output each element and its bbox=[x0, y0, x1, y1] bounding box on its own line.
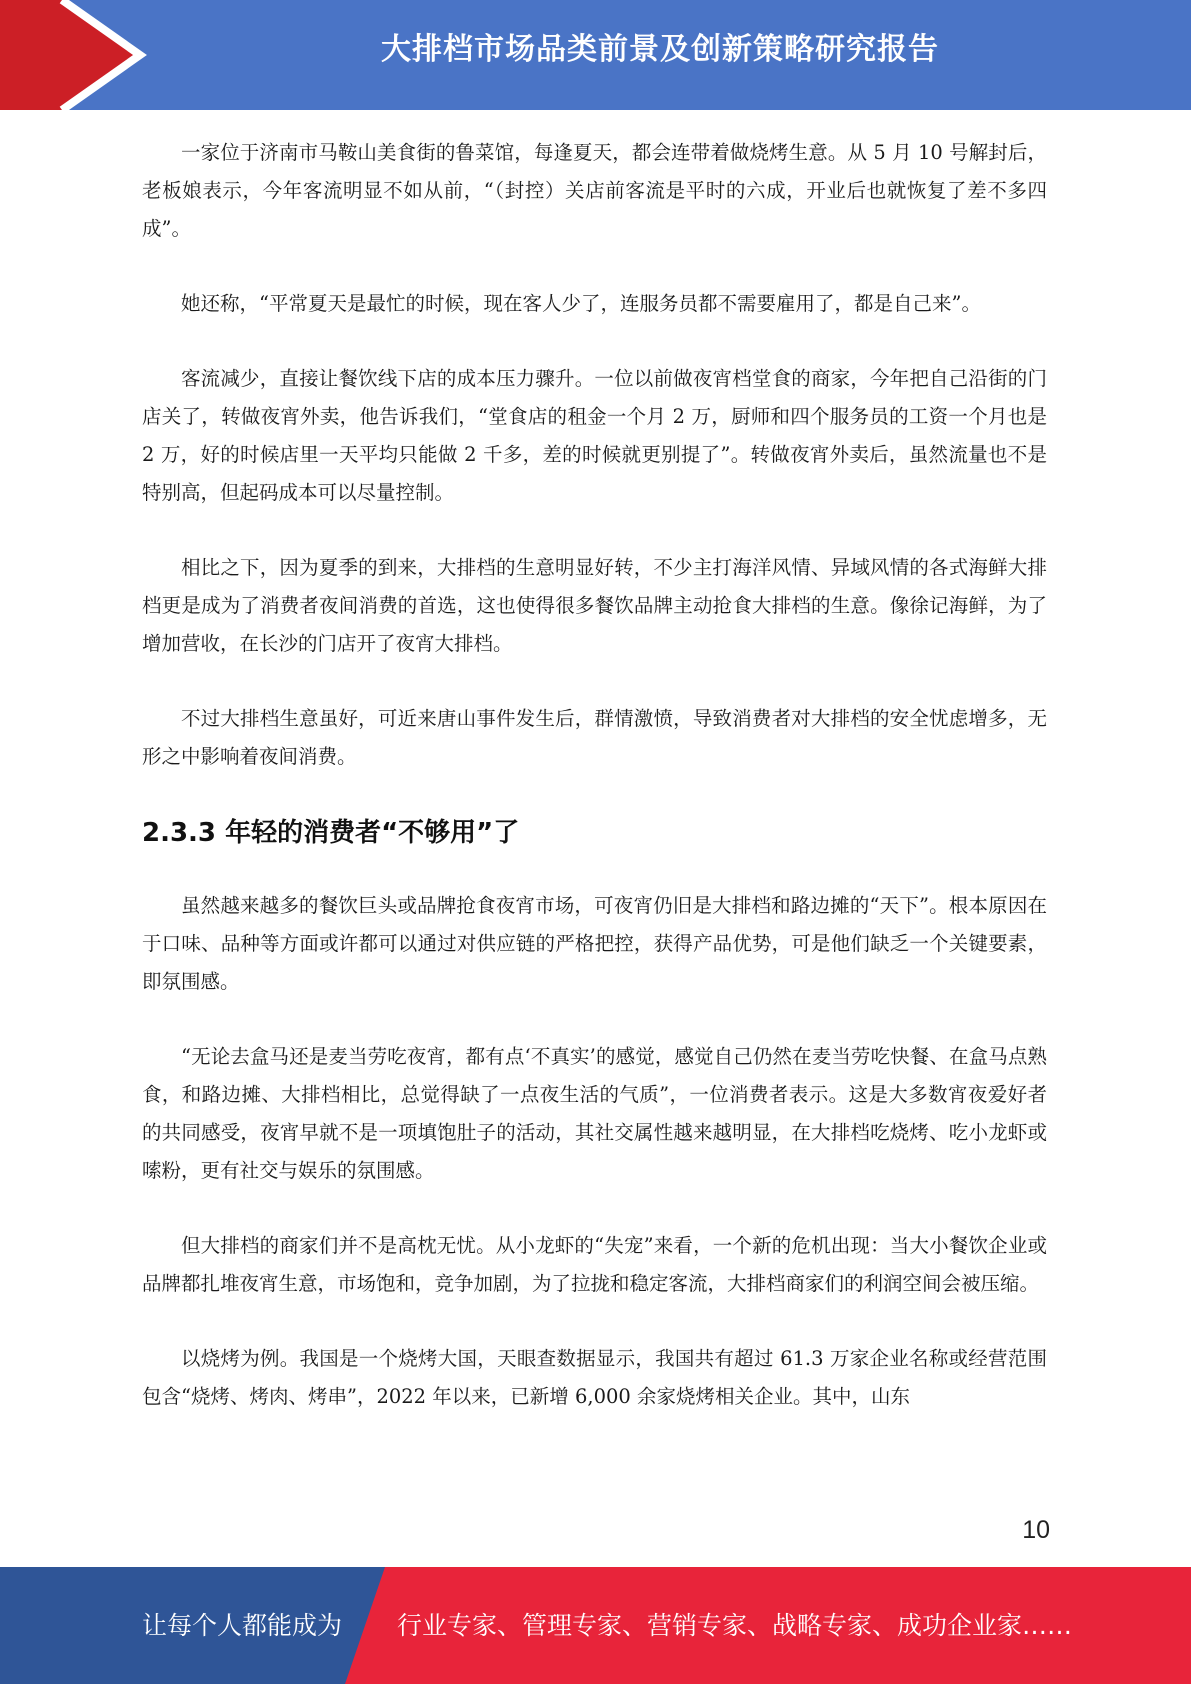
page-header bbox=[0, 0, 1191, 110]
footer-slogan-right: 行业专家、管理专家、营销专家、战略专家、成功企业家…… bbox=[397, 1611, 1073, 1640]
paragraph: 虽然越来越多的餐饮巨头或品牌抢食夜宵市场，可夜宵仍旧是大排档和路边摊的“天下”。根本原因在于口味、品种等方面或许都可以通过对供应链的严格把控，获得产品优势，可是他们缺乏一个关键要素，即氛围感。 bbox=[142, 894, 1047, 993]
page-footer bbox=[0, 1567, 1191, 1684]
paragraph: 客流减少，直接让餐饮线下店的成本压力骤升。一位以前做夜宵档堂食的商家，今年把自己沿街的门店关了，转做夜宵外卖，他告诉我们，“堂食店的租金一个月 2 万，厨师和四个服务员的工资一个月也是 2 万，好的时候店里一天平均只能做 2 千多，差的时候就更别提了”。转做夜宵外卖后，虽然流量也不是特别高，但起码成本可以尽量控制。 bbox=[142, 367, 1047, 504]
footer-slogan-left: 让每个人都能成为 bbox=[142, 1611, 343, 1640]
report-title: 大排档市场品类前景及创新策略研究报告 bbox=[381, 32, 939, 67]
paragraph: 她还称，“平常夏天是最忙的时候，现在客人少了，连服务员都不需要雇用了，都是自己来”。 bbox=[181, 292, 981, 315]
section-heading: 2.3.3 年轻的消费者“不够用”了 bbox=[142, 818, 520, 848]
paragraph: “无论去盒马还是麦当劳吃夜宵，都有点‘不真实’的感觉，感觉自己仍然在麦当劳吃快餐、在盒马点熟食，和路边摊、大排档相比，总觉得缺了一点夜生活的气质”，一位消费者表示。这是大多数宵夜爱好者的共同感受，夜宵早就不是一项填饱肚子的活动，其社交属性越来越明显，在大排档吃烧烤、吃小龙虾或嗦粉，更有社交与娱乐的氛围感。 bbox=[142, 1045, 1047, 1182]
document-body bbox=[142, 134, 1047, 1453]
chevron-arrow-icon bbox=[0, 0, 160, 110]
paragraph: 以烧烤为例。我国是一个烧烤大国，天眼查数据显示，我国共有超过 61.3 万家企业名称或经营范围包含“烧烤、烤肉、烤串”，2022 年以来，已新增 6,000 余家烧烤相关企业。其中，山东 bbox=[142, 1347, 1047, 1408]
paragraph: 相比之下，因为夏季的到来，大排档的生意明显好转，不少主打海洋风情、异域风情的各式海鲜大排档更是成为了消费者夜间消费的首选，这也使得很多餐饮品牌主动抢食大排档的生意。像徐记海鲜，为了增加营收，在长沙的门店开了夜宵大排档。 bbox=[142, 556, 1047, 655]
paragraph: 一家位于济南市马鞍山美食街的鲁菜馆，每逢夏天，都会连带着做烧烤生意。从 5 月 10 号解封后，老板娘表示，今年客流明显不如从前，“（封控）关店前客流是平时的六成，开业后也就恢复了差不多四成”。 bbox=[142, 141, 1047, 240]
page-number: 10 bbox=[1022, 1516, 1050, 1544]
paragraph: 不过大排档生意虽好，可近来唐山事件发生后，群情激愤，导致消费者对大排档的安全忧虑增多，无形之中影响着夜间消费。 bbox=[142, 707, 1047, 768]
paragraph: 但大排档的商家们并不是高枕无忧。从小龙虾的“失宠”来看，一个新的危机出现：当大小餐饮企业或品牌都扎堆夜宵生意，市场饱和，竞争加剧，为了拉拢和稳定客流，大排档商家们的利润空间会被压缩。 bbox=[142, 1234, 1047, 1295]
